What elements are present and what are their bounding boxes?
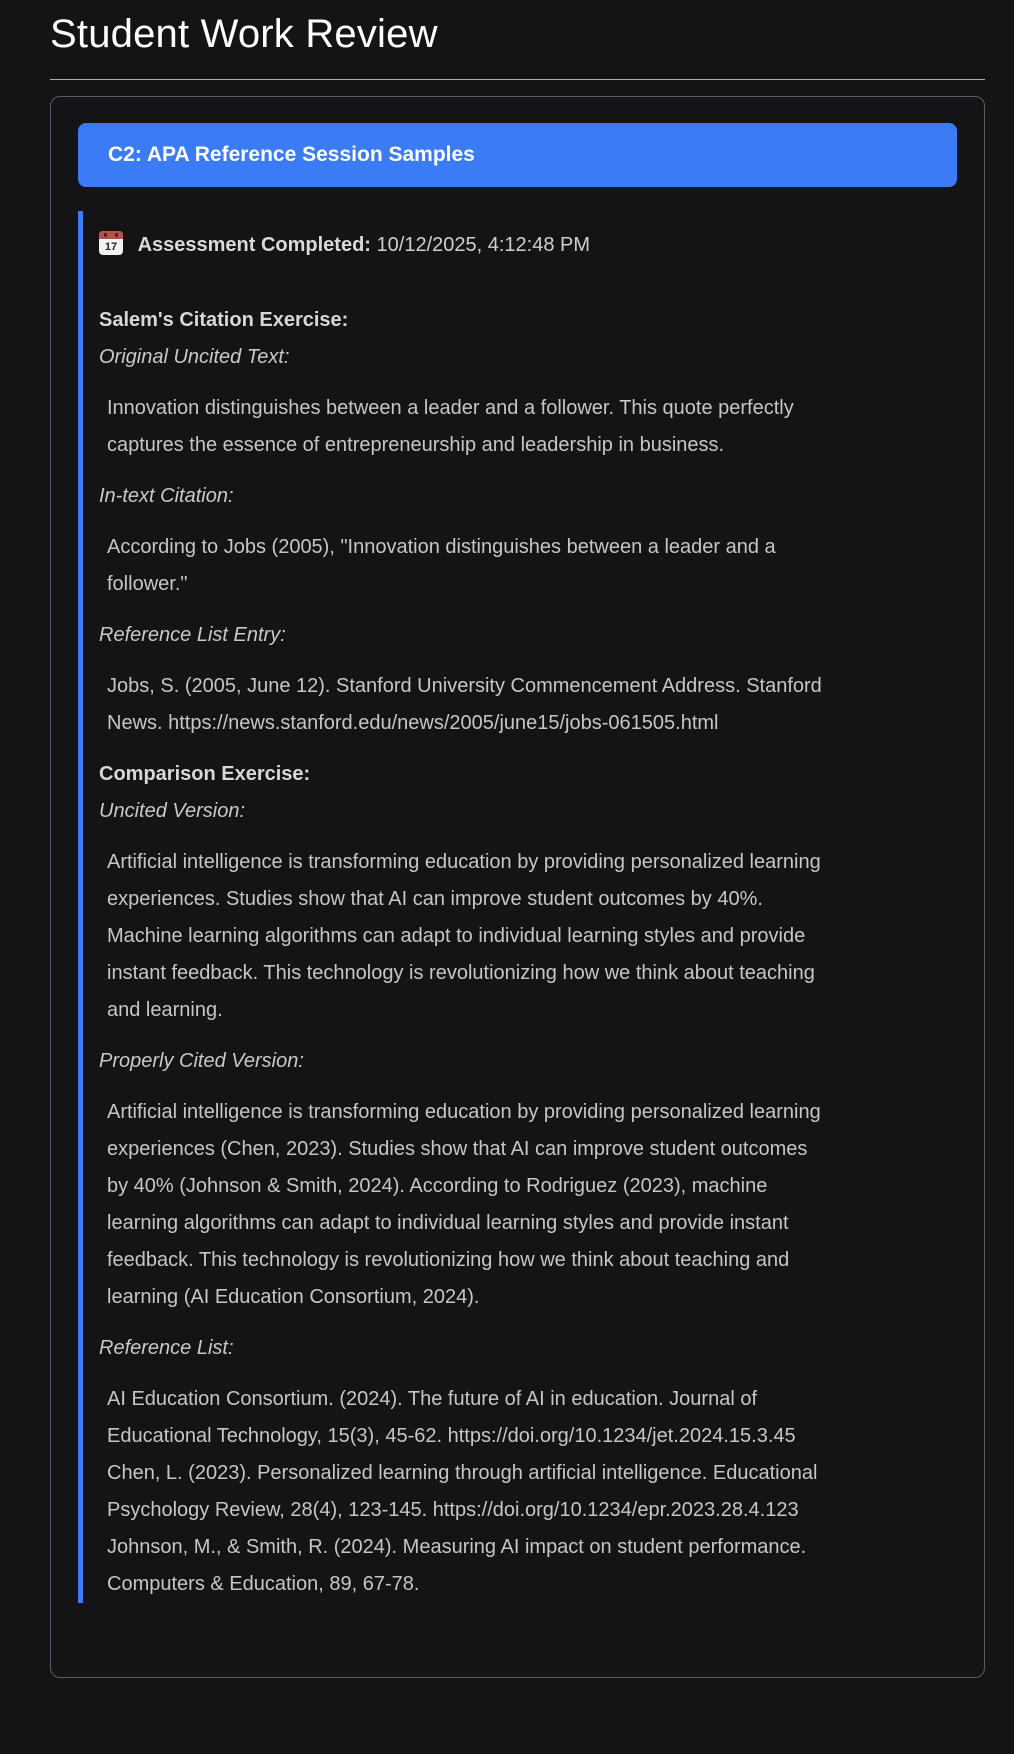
label-uncited-version: Uncited Version: (99, 800, 245, 822)
label-in-text-citation: In-text Citation: (99, 485, 234, 507)
assessment-completed-value: 10/12/2025, 4:12:48 PM (376, 234, 591, 256)
session-header[interactable] (78, 123, 957, 187)
text-properly-cited-version: Artificial intelligence is transforming education by providing personalized learning experiences (Chen, 2023). Studies show that AI can improve student outcomes by 40% (Johnson & Smith, 2024). According to Rodriguez (2023), machine learning algorithms can adapt to individual learning styles and provide instant feedback. This technology is revolutionizing how we think about teaching and learning (AI Education Consortium, 2024). (107, 1101, 821, 1308)
calendar-icon (99, 231, 123, 255)
section-heading-comparison-exercise: Comparison Exercise: (99, 763, 311, 785)
text-reference-list-entry: Jobs, S. (2005, June 12). Stanford University Commencement Address. Stanford News. https://news.stanford.edu/news/2005/june15/jobs-061505.html (107, 675, 822, 734)
calendar-day: 17 (104, 241, 118, 253)
label-properly-cited-version: Properly Cited Version: (99, 1050, 304, 1072)
title-divider (50, 79, 985, 80)
session-header-label: C2: APA Reference Session Samples (108, 143, 475, 166)
assessment-meta (99, 227, 827, 264)
text-reference-list: AI Education Consortium. (2024). The future of AI in education. Journal of Educational Technology, 15(3), 45-62. https://doi.org/10.1234/jet.2024.15.3.45 Chen, L. (2023). Personalized learning through artificial intelligence. Educational Psychology Review, 28(4), 123-145. https://doi.org/10.1234/epr.2023.28.4.123 Johnson, M., & Smith, R. (2024). Measuring AI impact on student performance. Computers & Education, 89, 67-78. (107, 1388, 818, 1595)
assessment-entry (78, 211, 957, 1603)
text-uncited-version: Artificial intelligence is transforming education by providing personalized learning experiences. Studies show that AI can improve student outcomes by 40%. Machine learning algorithms can adapt to individual learning styles and provide instant feedback. This technology is revolutionizing how we think about teaching and learning. (107, 851, 821, 1021)
label-original-uncited-text: Original Uncited Text: (99, 346, 290, 368)
label-reference-list: Reference List: (99, 1337, 234, 1359)
text-original-uncited: Innovation distinguishes between a leader and a follower. This quote perfectly captures the essence of entrepreneurship and leadership in business. (107, 397, 794, 456)
page-title: Student Work Review (50, 12, 438, 56)
assessment-completed-label: Assessment Completed: (137, 234, 371, 256)
review-card (50, 96, 985, 1678)
label-reference-list-entry: Reference List Entry: (99, 624, 286, 646)
text-in-text-citation: According to Jobs (2005), "Innovation distinguishes between a leader and a follower." (107, 536, 776, 595)
section-heading-citation-exercise: Salem's Citation Exercise: (99, 309, 349, 331)
